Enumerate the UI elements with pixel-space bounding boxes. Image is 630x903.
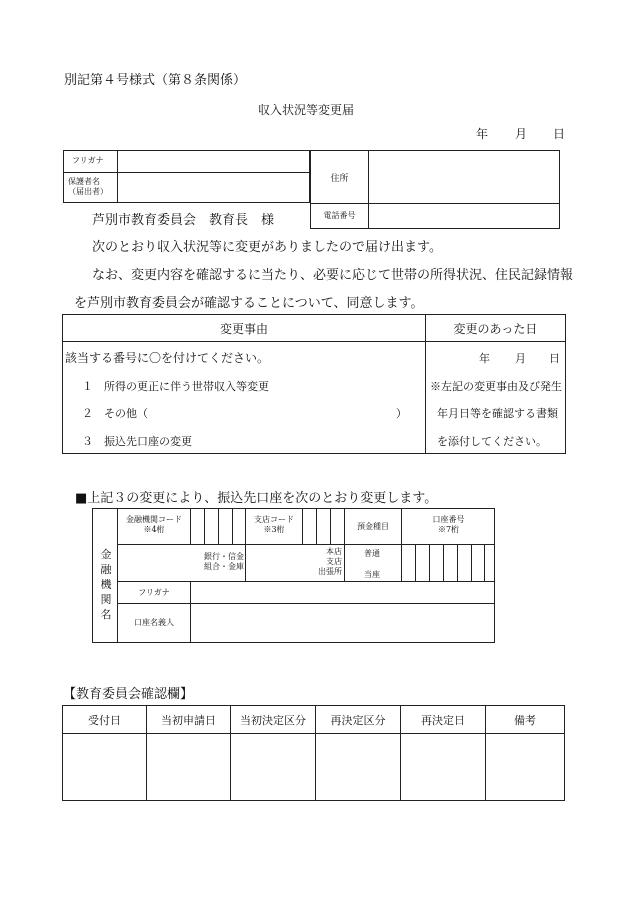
- branch-name-field[interactable]: [246, 545, 306, 580]
- reason-item-3-number: ３: [82, 435, 93, 448]
- address-field[interactable]: [369, 151, 559, 202]
- body-paragraph-1: 次のとおり収入状況等に変更がありましたので届け出ます。: [92, 240, 442, 255]
- addressee: 芦別市教育委員会 教育長 様: [92, 213, 275, 228]
- bank-section-title: ■上記３の変更により、振込先口座を次のとおり変更します。: [75, 491, 438, 506]
- phone-field[interactable]: [369, 204, 559, 228]
- attachment-note-line-2: 年月日等を確認する書類: [437, 407, 558, 420]
- furigana-field[interactable]: [118, 151, 309, 171]
- account-holder-field[interactable]: [191, 604, 494, 642]
- document-title: 収入状況等変更届: [258, 103, 355, 117]
- account-number-field[interactable]: [402, 545, 495, 580]
- account-number-label: 口座番号 ※7桁: [432, 515, 465, 534]
- col-initial-application-date: 当初申請日: [161, 713, 216, 727]
- col-remarks: 備考: [514, 713, 536, 727]
- account-holder-label: 口座名義人: [134, 618, 174, 627]
- bank-code-label: 金融機関コード ※4桁: [126, 515, 182, 534]
- branch-code-field[interactable]: [303, 509, 344, 544]
- reason-header: 変更事由: [219, 321, 268, 336]
- branch-code-label: 支店コード ※3桁: [254, 515, 294, 534]
- furigana-label: フリガナ: [72, 156, 104, 165]
- date-month: 月: [515, 127, 528, 141]
- col-initial-decision-class: 当初決定区分: [240, 713, 306, 727]
- branch-type-options[interactable]: 本店 支店 出張所: [318, 547, 342, 576]
- change-date-year: 年: [479, 352, 490, 365]
- reason-item-3[interactable]: 振込先口座の変更: [104, 435, 192, 448]
- holder-furigana-field[interactable]: [191, 582, 494, 603]
- reason-item-1-number: １: [82, 380, 93, 393]
- attachment-note-line-1: ※左記の変更事由及び発生: [430, 380, 562, 393]
- guardian-sublabel: （届出者）: [68, 187, 108, 196]
- reason-instruction: 該当する番号に〇を付けてください。: [65, 351, 270, 365]
- change-date-month: 月: [515, 352, 526, 365]
- date-year: 年: [476, 127, 489, 141]
- attachment-note-line-3: を添付してください。: [437, 435, 547, 448]
- body-paragraph-2-line-2: を芦別市教育委員会が確認することについて、同意します。: [74, 296, 424, 311]
- financial-institution-side-label: 金 融 機 関 名: [100, 548, 112, 621]
- change-date-header: 変更のあった日: [453, 321, 538, 336]
- address-label: 住所: [330, 173, 349, 184]
- reason-item-2[interactable]: その他（: [104, 407, 148, 420]
- change-date-day: 日: [549, 352, 560, 365]
- other-reason-field[interactable]: [160, 402, 392, 420]
- date-day: 日: [553, 127, 566, 141]
- holder-furigana-label: フリガナ: [138, 587, 170, 597]
- col-redecision-date: 再決定日: [421, 713, 465, 727]
- deposit-type-checking[interactable]: 当座: [364, 570, 380, 579]
- form-code: 別記第４号様式（第８条関係）: [64, 73, 247, 88]
- reason-item-2-close: ）: [396, 407, 407, 420]
- deposit-type-ordinary[interactable]: 普通: [364, 549, 380, 558]
- guardian-label: 保護者名: [68, 177, 100, 186]
- col-redecision-class: 再決定区分: [330, 713, 386, 727]
- body-paragraph-2-line-1: なお、変更内容を確認するに当たり、必要に応じて世帯の所得状況、住民記録情報: [92, 268, 574, 283]
- col-received-date: 受付日: [88, 713, 121, 727]
- phone-label: 電話番号: [323, 211, 356, 220]
- guardian-name-field[interactable]: [118, 173, 309, 202]
- reason-item-2-number: ２: [82, 407, 93, 420]
- bank-name-field[interactable]: [118, 545, 198, 580]
- bank-type-options[interactable]: 銀行・信金 組合・金庫: [204, 552, 244, 571]
- reason-item-1[interactable]: 所得の更正に伴う世帯収入等変更: [104, 380, 269, 393]
- confirmation-section-title: 【教育委員会確認欄】: [63, 687, 194, 702]
- bank-code-field[interactable]: [191, 509, 245, 544]
- deposit-type-label: 預金種目: [357, 521, 389, 531]
